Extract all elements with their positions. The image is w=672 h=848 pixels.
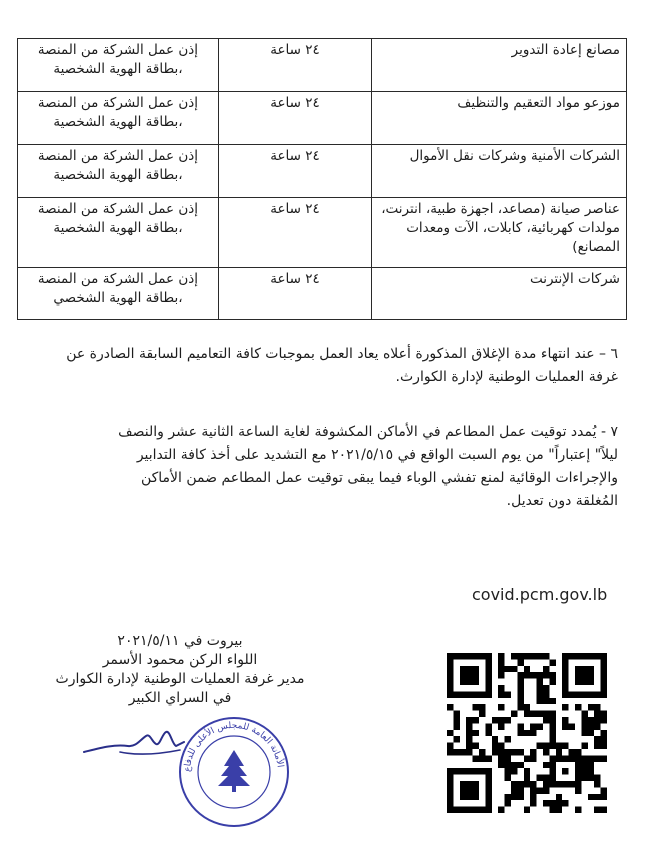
requirement-cell: إذن عمل الشركة من المنصة ،بطاقة الهوية الشخصية xyxy=(18,145,219,198)
stamp-text: الأمانة العامة للمجلس الأعلى للدفاع xyxy=(182,720,285,773)
requirement-cell: إذن عمل الشركة من المنصة ،بطاقة الهوية الشخصي xyxy=(18,268,219,320)
signature-block xyxy=(30,632,330,708)
date-line: بيروت في ٢٠٢١/٥/١١ xyxy=(117,633,243,649)
hours-cell: ٢٤ ساعة xyxy=(219,268,372,320)
sector-cell: الشركات الأمنية وشركات نقل الأموال xyxy=(372,145,627,198)
paragraph-7-line: ليلاً" إعتباراً" من يوم السبت الواقع في ٢٠٢١/٥/١٥ مع التشديد على أخذ كافة التدابير xyxy=(136,447,618,463)
paragraph-7 xyxy=(40,421,618,513)
signer-title: مدير غرفة العمليات الوطنية لإدارة الكوارث xyxy=(55,671,305,687)
sector-cell: مصانع إعادة التدوير xyxy=(372,39,627,92)
sector-cell: عناصر صيانة (مصاعد، اجهزة طبية، انترنت، مولدات كهربائية، كابلات، الآت ومعدات المصانع) xyxy=(372,198,627,268)
table-row xyxy=(18,198,627,268)
table-row xyxy=(18,268,627,320)
sectors-table xyxy=(17,38,627,320)
paragraph-7-line: المُغلقة دون تعديل. xyxy=(506,493,618,509)
paragraph-7-line: ٧ - يُمدد توقيت عمل المطاعم في الأماكن المكشوفة لغاية الساعة الثانية عشر والنصف xyxy=(118,424,618,440)
qr-code-icon xyxy=(447,653,607,813)
paragraph-6: ٦ – عند انتهاء مدة الإغلاق المذكورة أعلاه يعاد العمل بموجبات كافة التعاميم السابقة الصادرة عن غرفة العمليات الوطنية لإدارة الكوارث. xyxy=(66,346,618,385)
handwritten-signature xyxy=(80,722,190,762)
hours-cell: ٢٤ ساعة xyxy=(219,39,372,92)
requirement-cell: إذن عمل الشركة من المنصة ،بطاقة الهوية الشخصية xyxy=(18,39,219,92)
requirement-cell: إذن عمل الشركة من المنصة ،بطاقة الهوية الشخصية xyxy=(18,198,219,268)
sector-cell: موزعو مواد التعقيم والتنظيف xyxy=(372,92,627,145)
table-row xyxy=(18,145,627,198)
table-row xyxy=(18,39,627,92)
requirement-cell: إذن عمل الشركة من المنصة ،بطاقة الهوية الشخصية xyxy=(18,92,219,145)
hours-cell: ٢٤ ساعة xyxy=(219,198,372,268)
signer-name: اللواء الركن محمود الأسمر xyxy=(102,652,258,668)
signer-location: في السراي الكبير xyxy=(128,690,232,706)
cedar-icon xyxy=(218,750,250,792)
hours-cell: ٢٤ ساعة xyxy=(219,92,372,145)
table-row xyxy=(18,92,627,145)
official-stamp-icon xyxy=(176,714,292,830)
website-link[interactable]: covid.pcm.gov.lb xyxy=(472,585,608,604)
sector-cell: شركات الإنترنت xyxy=(372,268,627,320)
hours-cell: ٢٤ ساعة xyxy=(219,145,372,198)
paragraph-7-line: والإجراءات الوقائية لمنع تفشي الوباء فيما يبقى توقيت عمل المطاعم ضمن الأماكن xyxy=(140,470,618,486)
